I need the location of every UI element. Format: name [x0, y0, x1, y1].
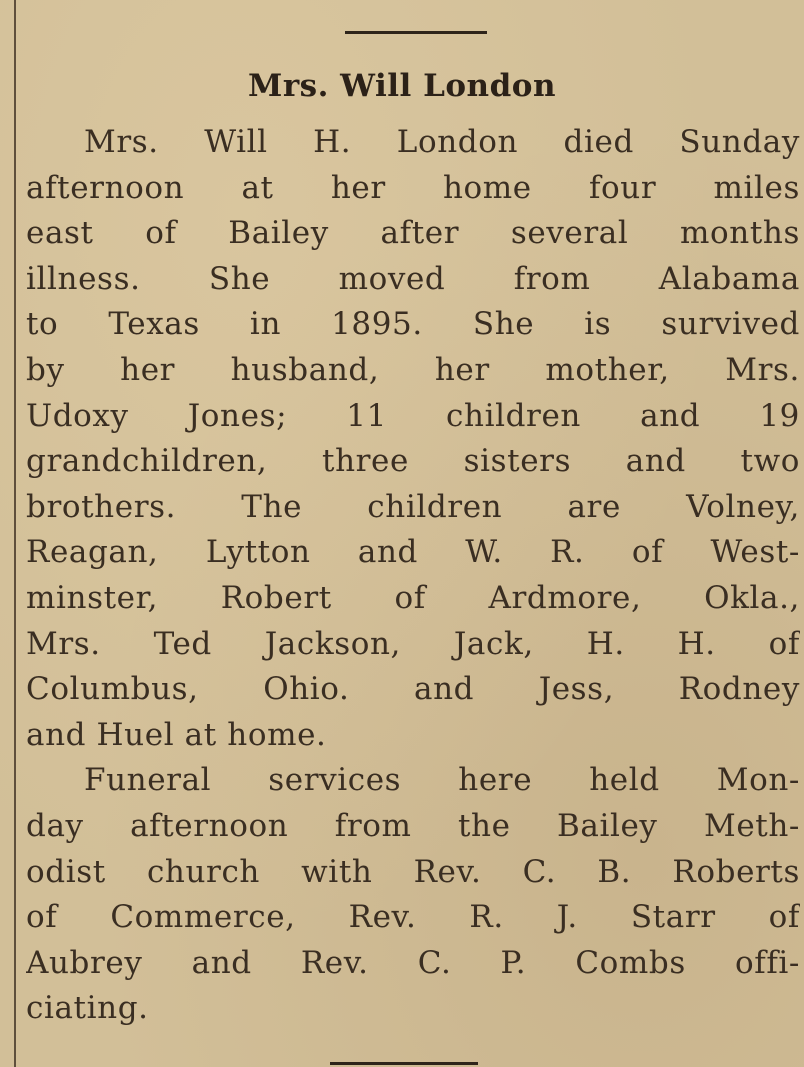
article-line: Reagan, Lytton and W. R. of West-	[26, 534, 800, 571]
article-line: and Huel at home.	[26, 716, 327, 753]
article-line: Udoxy Jones; 11 children and 19	[26, 397, 800, 434]
article-line: illness. She moved from Alabama	[26, 260, 800, 297]
article-line: day afternoon from the Bailey Meth-	[26, 807, 800, 844]
top-divider-rule	[345, 31, 487, 34]
article-line: of Commerce, Rev. R. J. Starr of	[26, 899, 800, 936]
column-rule	[14, 0, 16, 1067]
article-line: by her husband, her mother, Mrs.	[26, 351, 800, 388]
article-line: ciating.	[26, 990, 149, 1027]
article-line: grandchildren, three sisters and two	[26, 443, 800, 480]
article-line: afternoon at her home four miles	[26, 169, 800, 206]
article-line: to Texas in 1895. She is survived	[26, 306, 800, 343]
obituary-headline: Mrs. Will London	[248, 68, 556, 104]
article-line: Mrs. Will H. London died Sunday	[84, 124, 800, 160]
article-line: Funeral services here held Mon-	[84, 762, 800, 799]
article-line: odist church with Rev. C. B. Roberts	[26, 853, 800, 890]
obituary-body	[26, 120, 800, 1032]
article-line: brothers. The children are Volney,	[26, 488, 800, 525]
article-line: minster, Robert of Ardmore, Okla.,	[26, 579, 800, 616]
article-line: east of Bailey after several months	[26, 215, 800, 252]
bottom-divider-rule	[330, 1062, 478, 1065]
article-line: Columbus, Ohio. and Jess, Rodney	[26, 671, 800, 708]
article-line: Aubrey and Rev. C. P. Combs offi-	[26, 944, 800, 981]
article-line: Mrs. Ted Jackson, Jack, H. H. of	[26, 625, 800, 662]
